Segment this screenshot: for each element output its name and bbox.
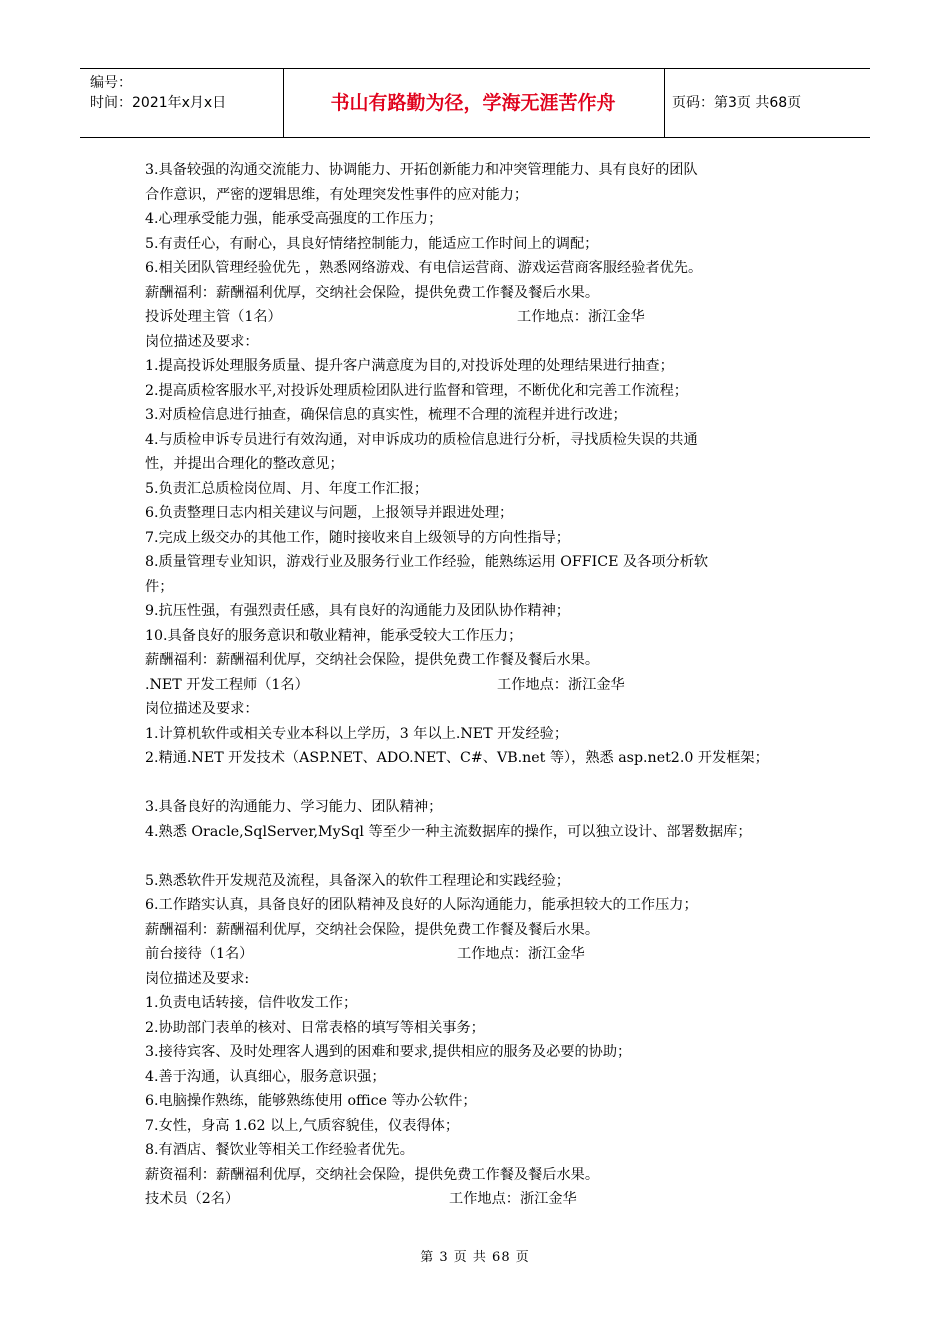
body-line: 8.质量管理专业知识，游戏行业及服务行业工作经验，能熟练运用 OFFICE 及各项分析软: [145, 554, 709, 570]
body-line: 岗位描述及要求：: [145, 701, 259, 717]
body-line: 2.协助部门表单的核对、日常表格的填写等相关事务；: [145, 1019, 485, 1036]
body-line: 岗位描述及要求：: [145, 333, 259, 350]
body-line: 9.抗压性强，有强烈责任感，具有良好的沟通能力及团队协作精神；: [145, 603, 570, 619]
job-location: 工作地点：浙江金华: [457, 946, 585, 962]
body-line: 件；: [145, 578, 174, 595]
header-motto: 书山有路勤为径，学海无涯苦作舟: [330, 92, 616, 114]
blank-line: [145, 844, 825, 869]
body-line: 7.女性，身高 1.62 以上,气质容貌佳，仪表得体；: [145, 1117, 460, 1134]
body-line: 3.对质检信息进行抽查，确保信息的真实性，梳理不合理的流程并进行改进；: [145, 407, 627, 423]
body-line: 7.完成上级交办的其他工作，随时接收来自上级领导的方向性指导；: [145, 529, 570, 546]
body-line: 性，并提出合理化的整改意见；: [145, 456, 344, 472]
job-title: 投诉处理主管（1名）: [145, 309, 282, 325]
body-line: 10.具备良好的服务意识和敬业精神，能承受较大工作压力；: [145, 627, 523, 644]
body-line: 4.心理承受能力强，能承受高强度的工作压力；: [145, 211, 443, 227]
header-meta: [90, 73, 226, 113]
body-line: 2.精通.NET 开发技术（ASP.NET、ADO.NET、C#、VB.net 等），熟悉 asp.net2.0 开发框架；: [145, 750, 769, 766]
document-number-label: 编号：: [90, 75, 132, 91]
body-line: 5.熟悉软件开发规范及流程，具备深入的软件工程理论和实践经验；: [145, 872, 570, 889]
body-line: 5.负责汇总质检岗位周、月、年度工作汇报；: [145, 480, 429, 497]
document-body: [145, 158, 825, 1212]
job-heading: [145, 1187, 825, 1212]
body-line: 5.有责任心，有耐心，具良好情绪控制能力，能适应工作时间上的调配；: [145, 235, 599, 252]
body-line: 1.负责电话转接，信件收发工作；: [145, 995, 358, 1011]
body-line: 岗位描述及要求:: [145, 970, 250, 987]
header-page-info: 页码：第3页 共68页: [672, 95, 802, 111]
job-title: .NET 开发工程师（1名）: [145, 676, 309, 693]
job-location: 工作地点：浙江金华: [517, 309, 645, 325]
body-line: 3.接待宾客、及时处理客人遇到的困难和要求,提供相应的服务及必要的协助；: [145, 1044, 632, 1060]
job-title: 前台接待（1名）: [145, 946, 254, 962]
body-line: 2.提高质检客服水平,对投诉处理质检团队进行监督和管理，不断优化和完善工作流程；: [145, 382, 688, 399]
job-heading: [145, 942, 825, 967]
body-line: 薪资福利：薪酬福利优厚，交纳社会保险，提供免费工作餐及餐后水果。: [145, 1166, 600, 1183]
body-line: 6.工作踏实认真，具备良好的团队精神及良好的人际沟通能力，能承担较大的工作压力；: [145, 897, 698, 913]
page-header: [80, 68, 870, 138]
job-heading: [145, 673, 825, 698]
job-title: 技术员（2名）: [145, 1191, 240, 1207]
body-line: 4.熟悉 Oracle,SqlServer,MySql 等至少一种主流数据库的操作，可以独立设计、部署数据库；: [145, 823, 752, 840]
job-location: 工作地点：浙江金华: [449, 1191, 577, 1207]
body-line: 合作意识，严密的逻辑思维，有处理突发性事件的应对能力；: [145, 186, 529, 203]
body-line: 6.负责整理日志内相关建议与问题，上报领导并跟进处理；: [145, 505, 514, 521]
body-line: 1.提高投诉处理服务质量、提升客户满意度为目的,对投诉处理的处理结果进行抽查；: [145, 358, 674, 374]
body-line: 3.具备良好的沟通能力、学习能力、团队精神；: [145, 799, 443, 815]
body-line: 薪酬福利：薪酬福利优厚，交纳社会保险，提供免费工作餐及餐后水果。: [145, 921, 600, 938]
body-line: 6.相关团队管理经验优先 ，熟悉网络游戏、有电信运营商、游戏运营商客服经验者优先。: [145, 260, 703, 276]
body-line: 3.具备较强的沟通交流能力、协调能力、开拓创新能力和冲突管理能力、具有良好的团队: [145, 162, 698, 178]
body-line: 1.计算机软件或相关专业本科以上学历，3 年以上.NET 开发经验；: [145, 725, 569, 742]
body-line: 8.有酒店、餐饮业等相关工作经验者优先。: [145, 1142, 414, 1158]
body-line: 4.与质检申诉专员进行有效沟通，对申诉成功的质检信息进行分析，寻找质检失误的共通: [145, 431, 698, 448]
document-date: 时间：2021年x月x日: [90, 95, 227, 111]
page-footer: 第 3 页 共 68 页: [420, 1250, 530, 1265]
body-line: 6.电脑操作熟练，能够熟练使用 office 等办公软件；: [145, 1093, 477, 1109]
blank-line: [145, 771, 825, 796]
body-line: 薪酬福利：薪酬福利优厚，交纳社会保险，提供免费工作餐及餐后水果。: [145, 652, 600, 668]
job-heading: [145, 305, 825, 330]
body-line: 薪酬福利：薪酬福利优厚，交纳社会保险，提供免费工作餐及餐后水果。: [145, 284, 600, 301]
job-location: 工作地点：浙江金华: [497, 676, 625, 693]
body-line: 4.善于沟通，认真细心，服务意识强；: [145, 1068, 386, 1085]
